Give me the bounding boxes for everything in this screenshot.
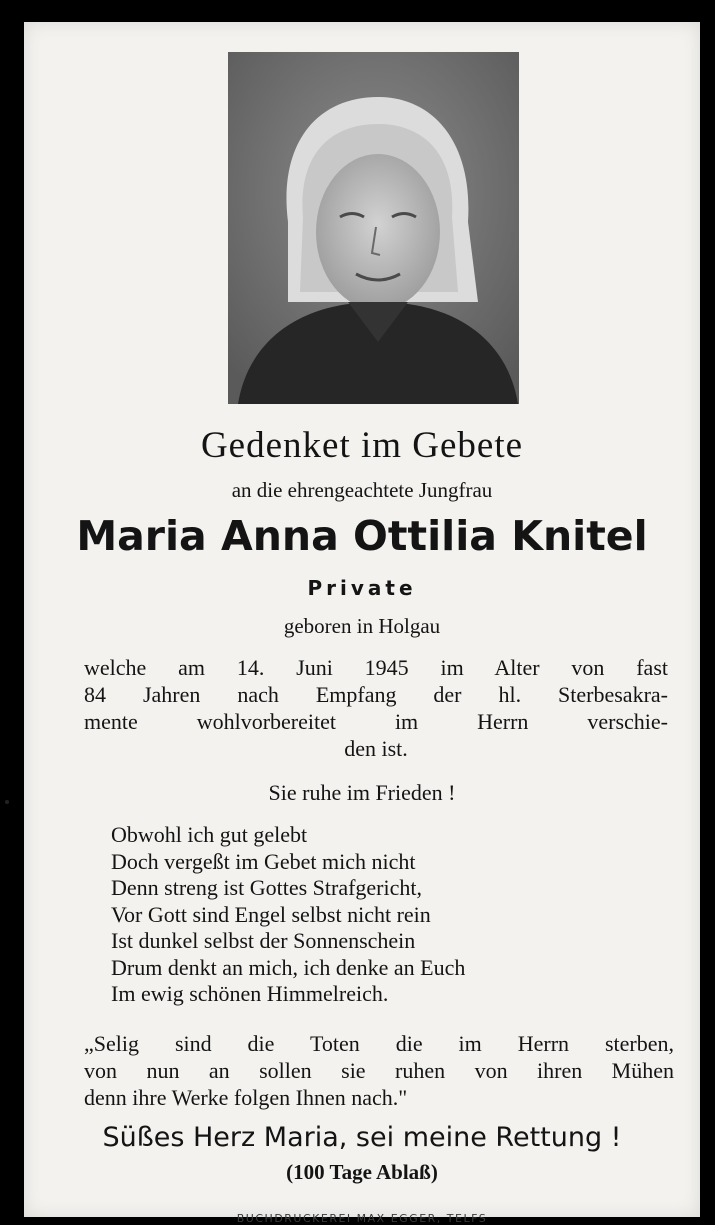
poem-line: Obwohl ich gut gelebt xyxy=(111,822,308,847)
portrait-photo xyxy=(228,52,519,404)
speck xyxy=(5,800,9,804)
quote-line: denn ihre Werke folgen Ihnen nach." xyxy=(84,1085,408,1110)
subheading: an die ehrengeachtete Jungfrau xyxy=(231,478,493,502)
poem-line: Doch vergeßt im Gebet mich nicht xyxy=(111,848,416,874)
poem-line: Drum denkt an mich, ich denke an Euch xyxy=(111,954,466,980)
scripture-quote xyxy=(84,1030,674,1111)
printer-imprint: BUCHDRUCKEREI MAX EGGER, TELFS xyxy=(236,1212,488,1225)
memorial-card xyxy=(24,22,700,1225)
heading: Gedenket im Gebete xyxy=(200,425,524,466)
death-notice-line: 84 Jahren nach Empfang der hl. Sterbesakra- xyxy=(84,682,668,707)
poem-line: Denn streng ist Gottes Strafgericht, xyxy=(111,875,422,900)
poem-line: Im ewig schönen Himmelreich. xyxy=(111,981,389,1006)
deceased-name: Maria Anna Ottilia Knitel xyxy=(76,512,648,560)
prayer-line: Süßes Herz Maria, sei meine Rettung ! xyxy=(102,1122,622,1153)
death-notice xyxy=(84,654,668,762)
quote-line: von nun an sollen sie ruhen von ihren Mühen xyxy=(84,1058,674,1083)
death-notice-line: welche am 14. Juni 1945 im Alter von fast xyxy=(84,655,668,680)
birthplace-line: geboren in Holgau xyxy=(283,614,441,638)
poem-line: Ist dunkel selbst der Sonnenschein xyxy=(111,928,416,953)
death-notice-line: mente wohlvorbereitet im Herrn verschie- xyxy=(84,709,668,734)
rest-in-peace: Sie ruhe im Frieden ! xyxy=(268,780,456,805)
poem xyxy=(111,822,465,1008)
status-label: Private xyxy=(307,576,417,600)
quote-line: „Selig sind die Toten die im Herrn sterben, xyxy=(84,1031,674,1056)
indulgence-note: (100 Tage Ablaß) xyxy=(286,1160,438,1184)
death-notice-line: den ist. xyxy=(344,736,408,761)
poem-line: Vor Gott sind Engel selbst nicht rein xyxy=(111,901,431,927)
